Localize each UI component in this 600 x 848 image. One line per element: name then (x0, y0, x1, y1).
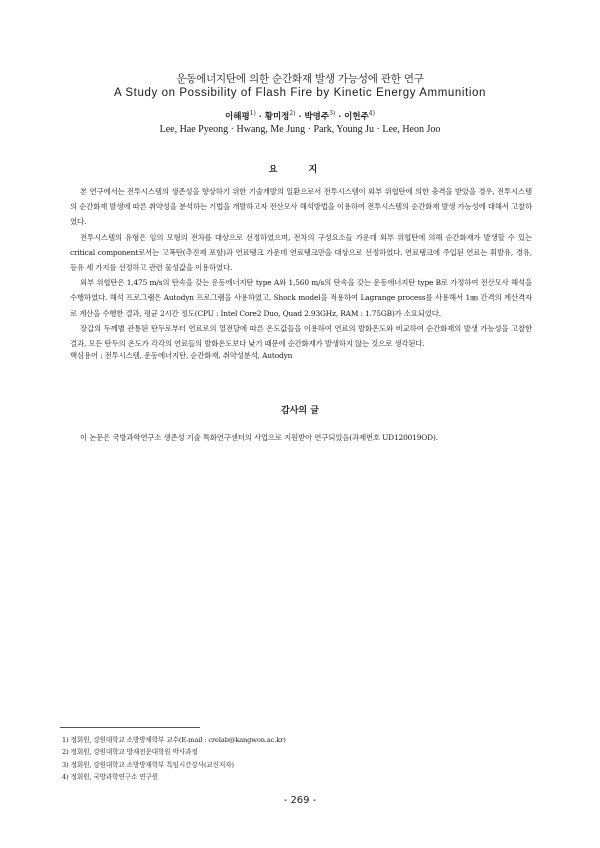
acknowledgement-body (70, 430, 532, 445)
author-separator: · (295, 112, 305, 122)
footnote: 1) 정회원, 강원대학교 소방방재학부 교수(E-mail : crelab@kangwon.ac.kr) (62, 736, 286, 744)
author-name: 황미정 (264, 112, 290, 122)
paper-title-english: A Study on Possibility of Flash Fire by Kinetic Energy Ammunition (113, 87, 486, 99)
footnote-divider (60, 727, 200, 728)
abstract-heading: 요 지 (268, 165, 332, 175)
paper-title-korean: 운동에너지탄에 의한 순간화재 발생 가능성에 관한 연구 (176, 73, 424, 85)
authors-english: Lee, Hae Pyeong · Hwang, Me Jung · Park, Young Ju · Lee, Heon Joo (159, 124, 441, 135)
author-footnote-mark: 3) (329, 110, 336, 118)
footnote: 3) 정회원, 강원대학교 소방방재학부 특임시간강사(교신저자) (62, 760, 234, 769)
footnote: 4) 정회원, 국방과학연구소 연구원 (62, 773, 159, 782)
author-name: 이헌주 (344, 112, 369, 122)
abstract-paragraph: 장갑의 두께별 관통된 탄두로부터 연료로의 열전달에 따른 온도값들을 이용하여 연료의 발화온도와 비교하여 순간화재의 발생 가능성을 고찰한 결과, 모든 탄두의 온도가 각각의 연료들의 발화온도보다 낮기 때문에 순간화재가 발생하지 않는 것으로 생각된다. (70, 323, 532, 349)
author-footnote-mark: 4) (368, 110, 375, 118)
acknowledgement-heading: 감사의 글 (281, 406, 319, 416)
author-footnote-mark: 2) (289, 110, 296, 118)
footnote: 2) 정회원, 강원대학교 방재전문대학원 박사과정 (62, 748, 198, 757)
page-number: - 269 - (283, 795, 317, 806)
author-separator: · (335, 112, 345, 122)
abstract-paragraph: 외부 위협탄은 1,475 m/s의 탄속을 갖는 운동에너지탄 type A와 1,560 m/s의 탄속을 갖는 운동에너지탄 type B로 가정하여 전산모사 해석을 수행하였다. 해석 프로그램은 Autodyn 프로그램을 사용하였고, Shock model을 적용하여 Lagrange process를 사용해서 1㎜ 간격의 계산격자로 계산을 수행한 결과, 평균 2시간 정도(CPU : Intel Core2 Duo, Quad 2.93GHz, RAM : 1.75GB)가 소요되었다. (70, 278, 532, 318)
authors-korean (0, 110, 600, 122)
author-separator: · (255, 112, 265, 122)
keywords: 핵심용어 : 전투시스템, 운동에너지탄, 순간화재, 취약성분석, Autodyn (70, 351, 293, 360)
abstract-body (70, 184, 532, 351)
abstract-paragraph: 본 연구에서는 전투시스템의 생존성을 향상하기 위한 기술개발의 일환으로서 전투시스템이 외부 위협탄에 의한 충격을 받았을 경우, 전투시스템의 순간화재 발생에 따른 취약성을 분석하는 기법을 개발하고자 전산모사 해석방법을 이용하여 전투시스템의 순간화재 발생 가능성에 대해서 고찰하였다. (70, 187, 532, 227)
author-name: 이해평 (225, 112, 250, 122)
author-footnote-mark: 1) (249, 110, 256, 118)
footnotes (62, 734, 542, 784)
abstract-paragraph: 전투시스템의 유형은 임의 모형의 전차를 대상으로 선정하였으며, 전차의 구성요소들 가운데 외부 위협탄에 의해 순간화재가 발생할 수 있는 critical component로서는 고폭탄(추진제 포함)과 연료탱크 가운데 연료탱크만을 대상으로 선정하였다. 연료탱크에 주입된 연료는 휘발유, 경유, 등유 세 가지를 선정하고 관련 물성값을 이용하였다. (70, 232, 532, 273)
acknowledgement-text: 이 논문은 국방과학연구소 생존성 기술 특화연구센터의 사업으로 지원받아 연구되었음(과제번호 UD120019OD). (80, 433, 438, 442)
author-name: 박영주 (304, 112, 330, 122)
